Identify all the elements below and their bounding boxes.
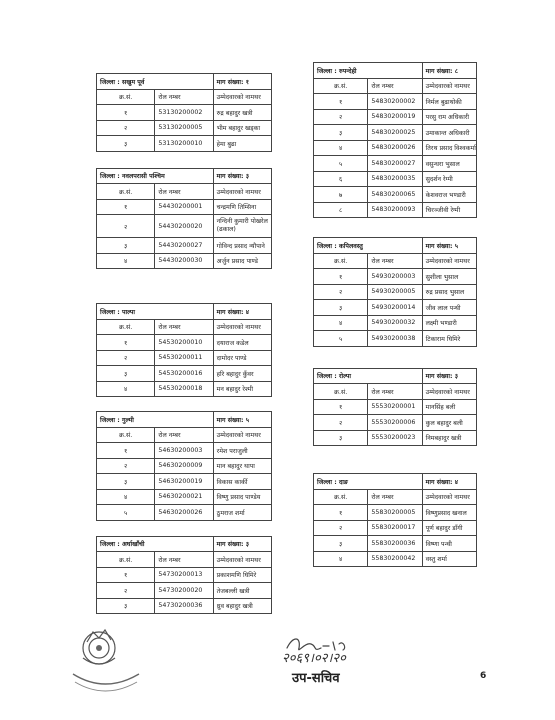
roll-number-cell: 54830200027 — [368, 156, 422, 172]
district-name: जिल्ला : अर्घाखाँची — [97, 536, 214, 552]
column-header-row — [314, 384, 477, 400]
district-header-row — [314, 238, 477, 254]
table-row — [97, 238, 272, 254]
candidate-name-cell: निमबहादुर खत्री — [422, 430, 476, 446]
serial-header: क्र.सं. — [314, 78, 368, 94]
serial-cell: ५ — [97, 505, 155, 521]
candidate-name-cell: विष्णुप्रसाद खनाल — [422, 505, 476, 521]
table-row — [97, 120, 272, 136]
table-row — [97, 215, 272, 238]
column-header-row — [97, 89, 272, 105]
table-row — [314, 156, 477, 172]
table-row — [97, 489, 272, 505]
roll-number-cell: 54430200027 — [155, 238, 213, 254]
candidate-name-header: उम्मेदवारको नामथर — [422, 489, 476, 505]
roll-number-cell: 54830200093 — [368, 202, 422, 218]
demand-number: माग संख्या: ४ — [213, 304, 271, 320]
candidate-name-cell: वस्तु शर्मा — [422, 551, 476, 567]
table-row — [314, 430, 477, 446]
table-row — [314, 331, 477, 347]
serial-cell: ३ — [314, 536, 368, 552]
table-row — [97, 598, 272, 614]
serial-cell: २ — [97, 350, 155, 366]
table-row — [97, 443, 272, 459]
column-header-row — [97, 427, 272, 443]
roll-number-cell: 53130200010 — [155, 136, 213, 152]
table-row — [314, 315, 477, 331]
candidate-name-header: उम्मेदवारको नामथर — [213, 89, 271, 105]
serial-cell: ३ — [314, 125, 368, 141]
district-table — [96, 168, 272, 270]
candidate-name-cell: भीम बहादुर खड्का — [213, 120, 271, 136]
district-table — [96, 73, 272, 152]
candidate-name-cell: निर्मल बुढाथोकी — [422, 94, 476, 110]
serial-cell: १ — [97, 335, 155, 351]
candidate-name-cell: केशवराज भण्डारी — [422, 187, 476, 203]
district-name: जिल्ला : पाल्पा — [97, 304, 214, 320]
roll-number-header: रोल नम्बर — [155, 319, 213, 335]
roll-number-cell: 54630200003 — [155, 443, 213, 459]
roll-number-header: रोल नम्बर — [155, 89, 213, 105]
roll-number-cell: 55830200042 — [368, 551, 422, 567]
table-row — [314, 300, 477, 316]
district-header-row — [97, 412, 272, 428]
serial-cell: ४ — [314, 551, 368, 567]
candidate-name-cell: रमेश पराजुली — [213, 443, 271, 459]
table-row — [97, 381, 272, 397]
district-name: जिल्ला : रोल्पा — [314, 368, 423, 384]
column-header-row — [97, 552, 272, 568]
serial-cell: १ — [314, 505, 368, 521]
roll-number-cell: 55830200005 — [368, 505, 422, 521]
signature-date: २०६९।०२।२० — [282, 651, 346, 666]
candidate-name-cell: चन्द्रमणि तिम्सिना — [213, 199, 271, 215]
roll-number-cell: 55830200036 — [368, 536, 422, 552]
serial-cell: ४ — [97, 381, 155, 397]
demand-number: माग संख्या: ८ — [422, 63, 476, 79]
table-row — [97, 350, 272, 366]
table-row — [314, 399, 477, 415]
candidate-name-cell: लक्ष्मी भण्डारी — [422, 315, 476, 331]
serial-cell: २ — [314, 520, 368, 536]
table-row — [314, 415, 477, 431]
roll-number-cell: 54730200020 — [155, 583, 213, 599]
serial-header: क्र.सं. — [97, 89, 155, 105]
serial-cell: ३ — [97, 136, 155, 152]
candidate-name-cell: सुदर्शन रेग्मी — [422, 171, 476, 187]
district-table — [96, 303, 272, 397]
serial-header: क्र.सं. — [97, 319, 155, 335]
district-name: जिल्ला : दाङ — [314, 474, 423, 490]
serial-cell: ३ — [97, 474, 155, 490]
roll-number-cell: 55530200023 — [368, 430, 422, 446]
demand-number: माग संख्या: ३ — [213, 168, 271, 184]
demand-number: माग संख्या: ५ — [213, 412, 271, 428]
candidate-name-cell: मान बहादुर थापा — [213, 458, 271, 474]
serial-header: क्र.सं. — [314, 489, 368, 505]
serial-header: क्र.सं. — [97, 184, 155, 200]
serial-cell: १ — [97, 199, 155, 215]
candidate-name-header: उम्मेदवारको नामथर — [213, 552, 271, 568]
candidate-name-cell: ठुमराज शर्मा — [213, 505, 271, 521]
candidate-name-cell: ध्रुव बहादुर खत्री — [213, 598, 271, 614]
roll-number-cell: 54530200018 — [155, 381, 213, 397]
roll-number-cell: 54830200026 — [368, 140, 422, 156]
serial-cell: २ — [314, 415, 368, 431]
candidate-name-cell: तेजबल्ली खत्री — [213, 583, 271, 599]
table-row — [97, 199, 272, 215]
serial-cell: ४ — [97, 489, 155, 505]
roll-number-cell: 54630200026 — [155, 505, 213, 521]
table-row — [314, 187, 477, 203]
district-table — [313, 62, 477, 218]
candidate-name-cell: नन्दिनी कुमारी पोखरेल (ढकाल) — [213, 215, 271, 238]
page-number: 6 — [480, 671, 487, 681]
district-table — [96, 536, 272, 615]
serial-header: क्र.सं. — [314, 253, 368, 269]
serial-cell: ४ — [314, 315, 368, 331]
serial-cell: ३ — [97, 598, 155, 614]
candidate-name-header: उम्मेदवारको नामथर — [422, 384, 476, 400]
table-row — [97, 567, 272, 583]
serial-header: क्र.सं. — [97, 427, 155, 443]
candidate-name-cell: तिरथ प्रसाद विश्वकर्मा — [422, 140, 476, 156]
candidate-name-cell: मानसिंह बली — [422, 399, 476, 415]
district-header-row — [97, 304, 272, 320]
candidate-name-cell: कुल बहादुर बली — [422, 415, 476, 431]
government-seal-icon — [65, 618, 143, 702]
roll-number-header: रोल नम्बर — [155, 552, 213, 568]
candidate-name-cell: सुशीला भुसाल — [422, 269, 476, 285]
district-name: जिल्ला : नवलपरासी पश्चिम — [97, 168, 214, 184]
district-header-row — [314, 368, 477, 384]
table-row — [314, 284, 477, 300]
district-header-row — [314, 63, 477, 79]
roll-number-cell: 54530200011 — [155, 350, 213, 366]
right-column — [313, 62, 477, 567]
candidate-name-cell: रुद्र प्रसाद भुसाल — [422, 284, 476, 300]
table-row — [314, 140, 477, 156]
district-header-row — [97, 536, 272, 552]
table-row — [314, 171, 477, 187]
roll-number-cell: 55530200006 — [368, 415, 422, 431]
candidate-name-header: उम्मेदवारको नामथर — [422, 253, 476, 269]
candidate-name-header: उम्मेदवारको नामथर — [213, 319, 271, 335]
district-table — [313, 237, 477, 347]
table-row — [314, 505, 477, 521]
serial-cell: १ — [314, 269, 368, 285]
roll-number-cell: 54430200001 — [155, 199, 213, 215]
roll-number-cell: 53130200002 — [155, 105, 213, 121]
district-table — [313, 473, 477, 567]
district-table — [96, 411, 272, 521]
roll-number-cell: 54930200014 — [368, 300, 422, 316]
roll-number-cell: 54830200002 — [368, 94, 422, 110]
candidate-name-cell: टिकाराम घिमिरे — [422, 331, 476, 347]
column-header-row — [97, 319, 272, 335]
demand-number: माग संख्या: ३ — [422, 368, 476, 384]
serial-cell: १ — [97, 567, 155, 583]
serial-cell: ४ — [97, 253, 155, 269]
roll-number-cell: 54730200036 — [155, 598, 213, 614]
candidate-name-cell: प्रकाशमणि घिमिरे — [213, 567, 271, 583]
roll-number-header: रोल नम्बर — [155, 184, 213, 200]
candidate-name-cell: चिरञ्जीवी रेग्मी — [422, 202, 476, 218]
candidate-name-cell: विष्णा पन्थी — [422, 536, 476, 552]
serial-cell: ८ — [314, 202, 368, 218]
candidate-name-cell: रुद्र बहादुर खत्री — [213, 105, 271, 121]
serial-cell: ७ — [314, 187, 368, 203]
candidate-name-cell: अर्जुन प्रसाद पाण्डे — [213, 253, 271, 269]
roll-number-cell: 54830200019 — [368, 109, 422, 125]
table-row — [314, 109, 477, 125]
roll-number-cell: 54430200030 — [155, 253, 213, 269]
demand-number: माग संख्या: ४ — [422, 474, 476, 490]
serial-cell: ५ — [314, 156, 368, 172]
table-row — [97, 366, 272, 382]
serial-cell: ३ — [97, 366, 155, 382]
candidate-name-cell: जीव लाल पन्थी — [422, 300, 476, 316]
serial-cell: २ — [97, 120, 155, 136]
left-column — [96, 73, 272, 614]
roll-number-header: रोल नम्बर — [368, 489, 422, 505]
table-row — [97, 335, 272, 351]
district-header-row — [97, 168, 272, 184]
candidate-name-cell: उमाकान्त अधिकारी — [422, 125, 476, 141]
roll-number-cell: 55830200017 — [368, 520, 422, 536]
roll-number-cell: 54830200065 — [368, 187, 422, 203]
table-row — [97, 474, 272, 490]
column-header-row — [314, 489, 477, 505]
roll-number-cell: 54930200003 — [368, 269, 422, 285]
candidate-name-cell: दामोदर पाण्डे — [213, 350, 271, 366]
candidate-name-cell: वसुन्धरा भुसाल — [422, 156, 476, 172]
roll-number-cell: 54730200013 — [155, 567, 213, 583]
serial-cell: २ — [314, 109, 368, 125]
roll-number-header: रोल नम्बर — [368, 253, 422, 269]
column-header-row — [314, 78, 477, 94]
roll-number-cell: 54530200016 — [155, 366, 213, 382]
candidate-name-header: उम्मेदवारको नामथर — [213, 184, 271, 200]
candidate-name-cell: मन बहादुर रेश्मी — [213, 381, 271, 397]
demand-number: माग संख्या: ३ — [213, 536, 271, 552]
roll-number-cell: 53130200005 — [155, 120, 213, 136]
table-row — [314, 202, 477, 218]
district-header-row — [97, 74, 272, 90]
serial-cell: ४ — [314, 140, 368, 156]
serial-header: क्र.सं. — [314, 384, 368, 400]
candidate-name-cell: हरि बहादुर कुँवर — [213, 366, 271, 382]
serial-cell: ३ — [314, 300, 368, 316]
table-row — [314, 94, 477, 110]
table-row — [314, 536, 477, 552]
serial-cell: १ — [314, 399, 368, 415]
demand-number: माग संख्या: १ — [213, 74, 271, 90]
candidate-name-cell: पूर्ण बहादुर डाँगी — [422, 520, 476, 536]
candidate-name-cell: परसु राम अधिकारी — [422, 109, 476, 125]
roll-number-header: रोल नम्बर — [368, 384, 422, 400]
roll-number-header: रोल नम्बर — [155, 427, 213, 443]
district-name: जिल्ला : गुल्मी — [97, 412, 214, 428]
roll-number-cell: 54930200038 — [368, 331, 422, 347]
roll-number-cell: 54830200025 — [368, 125, 422, 141]
table-row — [314, 125, 477, 141]
serial-cell: १ — [314, 94, 368, 110]
serial-cell: २ — [97, 215, 155, 238]
candidate-name-cell: दयाराज कडेल — [213, 335, 271, 351]
table-row — [314, 520, 477, 536]
serial-cell: ५ — [314, 331, 368, 347]
candidate-name-header: उम्मेदवारको नामथर — [213, 427, 271, 443]
district-name: जिल्ला : कपिलवस्तु — [314, 238, 423, 254]
serial-cell: ३ — [314, 430, 368, 446]
serial-cell: २ — [97, 583, 155, 599]
serial-cell: २ — [97, 458, 155, 474]
table-row — [314, 269, 477, 285]
serial-cell: १ — [97, 105, 155, 121]
candidate-name-header: उम्मेदवारको नामथर — [422, 78, 476, 94]
roll-number-cell: 54930200032 — [368, 315, 422, 331]
table-row — [97, 136, 272, 152]
district-table — [313, 368, 477, 447]
serial-cell: १ — [97, 443, 155, 459]
table-row — [97, 458, 272, 474]
column-header-row — [97, 184, 272, 200]
district-name: जिल्ला : सखुम पूर्व — [97, 74, 214, 90]
roll-number-cell: 54630200009 — [155, 458, 213, 474]
roll-number-cell: 54630200021 — [155, 489, 213, 505]
column-header-row — [314, 253, 477, 269]
signatory-title: उप-सचिव — [292, 671, 340, 686]
table-row — [97, 253, 272, 269]
district-header-row — [314, 474, 477, 490]
candidate-name-cell: विकास कार्की — [213, 474, 271, 490]
candidate-name-cell: गोविन्द प्रसाद न्यौपाने — [213, 238, 271, 254]
serial-header: क्र.सं. — [97, 552, 155, 568]
candidate-name-cell: हेमा बुढा — [213, 136, 271, 152]
table-row — [97, 583, 272, 599]
district-name: जिल्ला : रुपन्देही — [314, 63, 423, 79]
demand-number: माग संख्या: ५ — [422, 238, 476, 254]
roll-number-header: रोल नम्बर — [368, 78, 422, 94]
serial-cell: ३ — [97, 238, 155, 254]
roll-number-cell: 54930200005 — [368, 284, 422, 300]
roll-number-cell: 55530200001 — [368, 399, 422, 415]
table-row — [97, 505, 272, 521]
serial-cell: २ — [314, 284, 368, 300]
table-row — [97, 105, 272, 121]
candidate-name-cell: विष्णु प्रसाद पाण्डेय — [213, 489, 271, 505]
table-row — [314, 551, 477, 567]
roll-number-cell: 54830200035 — [368, 171, 422, 187]
serial-cell: ६ — [314, 171, 368, 187]
roll-number-cell: 54430200020 — [155, 215, 213, 238]
roll-number-cell: 54630200019 — [155, 474, 213, 490]
roll-number-cell: 54530200010 — [155, 335, 213, 351]
